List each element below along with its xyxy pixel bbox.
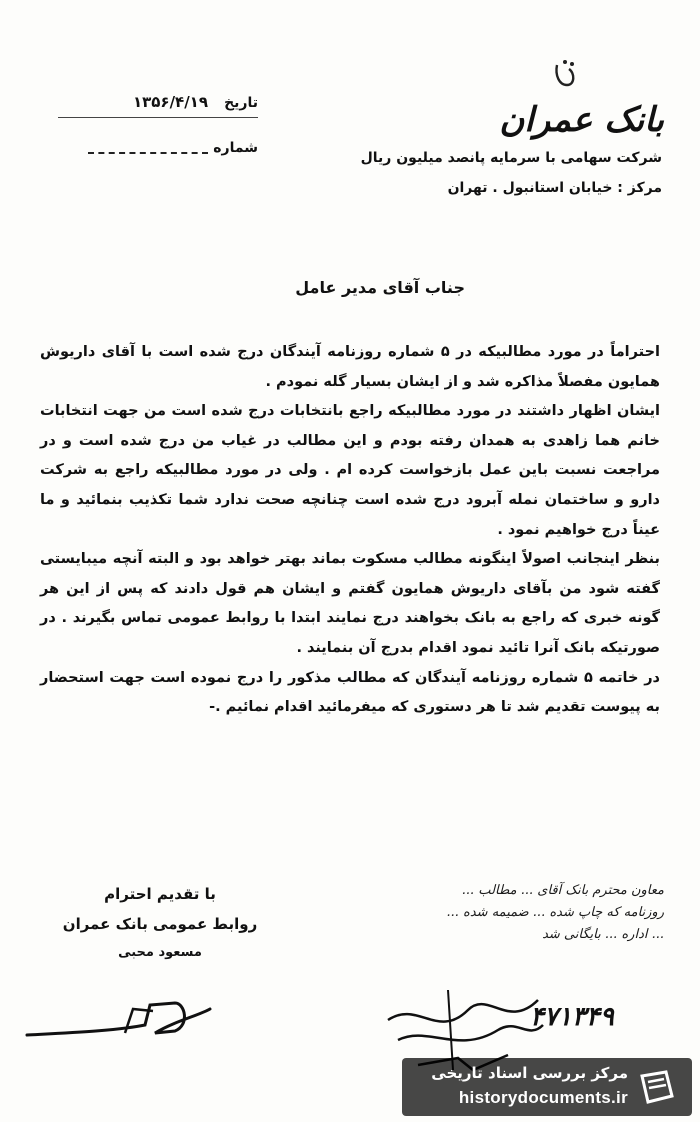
archive-logo-icon	[636, 1066, 678, 1108]
date-underline	[58, 117, 258, 118]
number-label: شماره	[213, 140, 258, 156]
handwritten-line: روزنامه که چاپ شده ... ضمیمه شده ...	[446, 905, 664, 920]
closing-respect: با تقدیم احترام	[104, 885, 216, 903]
company-address: مرکز : خیابان استانبول . تهران	[447, 180, 662, 196]
letter-body	[40, 338, 660, 723]
signatory-name: مسعود محبی	[118, 945, 202, 960]
salutation: جناب آقای مدیر عامل	[295, 278, 465, 297]
date-value: ۱۳۵۶/۴/۱۹	[132, 93, 208, 111]
number-field	[58, 140, 258, 162]
watermark-title: مرکز بررسی اسناد تاریخی	[431, 1064, 628, 1082]
body-paragraph: ایشان اظهار داشتند در مورد مطالبیکه راجع بانتخابات درج شده است من جهت انتخابات خانم هما زاهدی به همدان رفته بودم و این مطالب در غیاب من درج شده است و در مراجعت نسبت باین عمل بازخواست کرده ام . ولی در مورد مطالبیکه راجع به شرکت دارو و ساختمان نمله آبرود درج شده است چنانچه صحت ندارد شما تکذیب بنمائید و ما عیناً درج خواهیم نمود .	[40, 403, 660, 538]
body-paragraph: احتراماً در مورد مطالبیکه در ۵ شماره روزنامه آیندگان درج شده است با آقای داریوش همایون مفصلاً مذاکره شد و از ایشان بسیار گله نمودم .	[40, 344, 661, 390]
date-label: تاریخ	[224, 95, 258, 111]
watermark	[402, 1058, 692, 1116]
closing-department: روابط عمومی بانک عمران	[62, 915, 258, 933]
bank-name: بانک عمران	[499, 100, 664, 140]
date-field	[58, 95, 258, 117]
handwritten-number: ۴۷۱۳۴۹	[530, 1002, 614, 1032]
body-paragraph: بنظر اینجانب اصولاً اینگونه مطالب مسکوت بماند بهتر خواهد بود و البته آنچه میبایستی گفته شود من بآقای داریوش همایون گفتم و ایشان هم قول دادند که پس از این هر گونه خبری که راجع به بانک بخواهند درج نمایند ابتدا با روابط عمومی تماس بگیرند . در صورتیکه بانک آنرا تائید نمود اقدام بدرج آن بنمایند .	[40, 551, 660, 656]
number-blank-line	[88, 152, 208, 154]
handwritten-annotation	[334, 880, 664, 946]
body-paragraph: در خاتمه ۵ شماره روزنامه آیندگان که مطالب مذکور را درج نموده است جهت استحضار به پیوست تقدیم شد تا هر دستوری که میفرمائید اقدام نمائیم .-	[40, 669, 660, 716]
company-description: شرکت سهامی با سرمایه پانصد میلیون ریال	[360, 150, 662, 166]
handwritten-line: معاون محترم بانک آقای ... مطالب ...	[461, 883, 664, 898]
bank-emblem-icon	[545, 55, 585, 95]
watermark-url: historydocuments.ir	[458, 1088, 628, 1107]
signature-left	[25, 995, 225, 1045]
closing-block	[40, 885, 280, 960]
handwritten-line: ... اداره ... بایگانی شد	[542, 927, 664, 942]
